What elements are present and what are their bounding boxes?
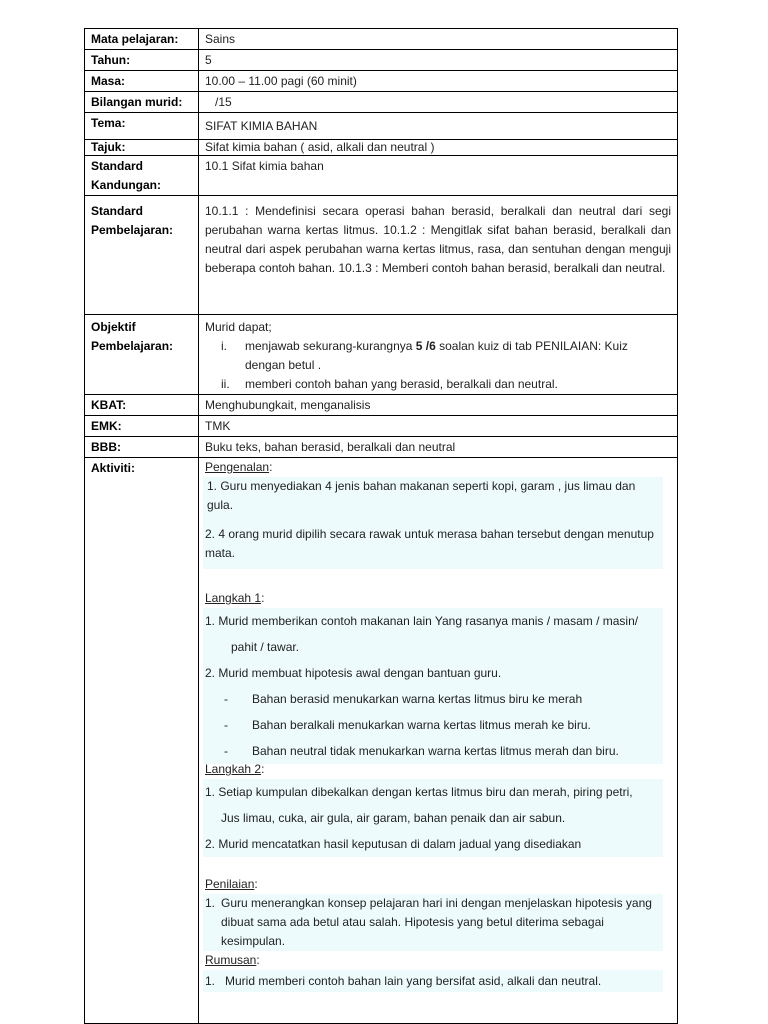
langkah2-block <box>203 779 663 857</box>
value-tahun: 5 <box>199 50 678 71</box>
label-standard-kandungan: Standard Kandungan: <box>85 156 199 196</box>
row-objektif <box>85 315 678 395</box>
langkah1-heading: Langkah 1: <box>205 591 265 605</box>
label-emk: EMK: <box>85 416 199 437</box>
objektif-item <box>205 375 671 394</box>
penilaian-text: Guru menerangkan konsep pelajaran hari ini dengan menjelaskan hipotesis yang dibuat sama ada betul atau salah. Hipotesis yang betul diterima sebagai kesimpulan. <box>221 896 652 948</box>
hipotesis-item: - Bahan berasid menukarkan warna kertas litmus biru ke merah <box>224 692 583 706</box>
langkah2-title: Langkah 2 <box>205 762 262 776</box>
langkah2-heading: Langkah 2: <box>205 762 265 776</box>
pengenalan-block <box>203 477 663 569</box>
value-tajuk: Sifat kimia bahan ( asid, alkali dan neutral ) <box>199 140 678 156</box>
hipotesis-item: - Bahan neutral tidak menukarkan warna kertas litmus merah dan biru. <box>224 744 619 758</box>
penilaian-title: Penilaian <box>205 877 255 891</box>
objektif-intro: Murid dapat; <box>205 320 272 334</box>
label-kbat: KBAT: <box>85 395 199 416</box>
pengenalan-heading: Pengenalan: <box>205 460 273 474</box>
row-tema <box>85 113 678 140</box>
hipotesis-item: - Bahan beralkali menukarkan warna kertas litmus merah ke biru. <box>224 718 591 732</box>
lesson-plan-table <box>84 28 678 1024</box>
rumusan-title: Rumusan <box>205 953 257 967</box>
langkah1-item-cont: pahit / tawar. <box>231 640 300 654</box>
rumusan-number: 1. <box>205 974 216 988</box>
value-standard-kandungan: 10.1 Sifat kimia bahan <box>199 156 678 196</box>
objektif-item-text-post: soalan kuiz di tab PENILAIAN: Kuiz dengan betul . <box>245 339 628 372</box>
objektif-list <box>205 337 671 394</box>
langkah1-block <box>203 608 663 764</box>
objektif-item-number: i. <box>221 339 227 353</box>
label-bilangan-murid: Bilangan murid: <box>85 92 199 113</box>
langkah2-item: 2. Murid mencatatkan hasil keputusan di dalam jadual yang disediakan <box>205 837 582 851</box>
row-mata-pelajaran <box>85 29 678 50</box>
row-aktiviti <box>85 458 678 1024</box>
value-standard-pembelajaran: 10.1.1 : Mendefinisi secara operasi bahan berasid, beralkali dan neutral dari segi perubahan warna kertas litmus. 10.1.2 : Mengitlak sifat bahan berasid, beralkali dan neutral dari aspek perubahan warna kertas litmus, rasa, dan sentuhan dengan menguji beberapa contoh bahan. 10.1.3 : Memberi contoh bahan berasid, beralkali dan neutral. <box>199 196 678 315</box>
label-bbb: BBB: <box>85 437 199 458</box>
label-tahun: Tahun: <box>85 50 199 71</box>
objektif-item-text: memberi contoh bahan yang berasid, beralkali dan neutral. <box>245 377 558 391</box>
value-masa: 10.00 – 11.00 pagi (60 minit) <box>199 71 678 92</box>
pengenalan-item: 2. 4 orang murid dipilih secara rawak untuk merasa bahan tersebut dengan menutup mata. <box>205 527 654 560</box>
objektif-item <box>205 337 671 375</box>
row-kbat <box>85 395 678 416</box>
penilaian-number: 1. <box>205 896 216 910</box>
label-tema: Tema: <box>85 113 199 140</box>
value-objektif <box>199 315 678 395</box>
penilaian-block <box>203 894 663 951</box>
penilaian-heading: Penilaian: <box>205 877 258 891</box>
value-mata-pelajaran: Sains <box>199 29 678 50</box>
row-standard-kandungan <box>85 156 678 196</box>
value-aktiviti <box>199 458 678 1024</box>
objektif-item-bold: 5 /6 <box>415 339 436 353</box>
langkah2-item: 1. Setiap kumpulan dibekalkan dengan kertas litmus biru dan merah, piring petri, <box>205 785 633 799</box>
rumusan-text: Murid memberi contoh bahan lain yang bersifat asid, alkali dan neutral. <box>225 974 602 988</box>
value-tema: SIFAT KIMIA BAHAN <box>199 113 678 140</box>
objektif-item-number: ii. <box>221 377 230 391</box>
row-tajuk <box>85 140 678 156</box>
label-aktiviti: Aktiviti: <box>85 458 199 1024</box>
langkah1-item: 1. Murid memberikan contoh makanan lain Yang rasanya manis / masam / masin/ <box>205 614 639 628</box>
value-bilangan-murid: /15 <box>199 92 678 113</box>
langkah1-item: 2. Murid membuat hipotesis awal dengan bantuan guru. <box>205 666 502 680</box>
value-kbat: Menghubungkait, menganalisis <box>199 395 678 416</box>
row-tahun <box>85 50 678 71</box>
pengenalan-title: Pengenalan <box>205 460 270 474</box>
pengenalan-item: 1. Guru menyediakan 4 jenis bahan makanan seperti kopi, garam , jus limau dan gula. <box>207 479 636 512</box>
row-standard-pembelajaran <box>85 196 678 315</box>
row-bilangan-murid <box>85 92 678 113</box>
label-mata-pelajaran: Mata pelajaran: <box>85 29 199 50</box>
label-standard-pembelajaran: Standard Pembelajaran: <box>85 196 199 315</box>
value-emk: TMK <box>199 416 678 437</box>
label-objektif: Objektif Pembelajaran: <box>85 315 199 395</box>
langkah1-title: Langkah 1 <box>205 591 262 605</box>
objektif-item-text: menjawab sekurang-kurangnya <box>245 339 416 353</box>
label-tajuk: Tajuk: <box>85 140 199 156</box>
row-masa <box>85 71 678 92</box>
row-emk <box>85 416 678 437</box>
value-bbb: Buku teks, bahan berasid, beralkali dan neutral <box>199 437 678 458</box>
langkah2-item-cont: Jus limau, cuka, air gula, air garam, bahan penaik dan air sabun. <box>221 811 566 825</box>
row-bbb <box>85 437 678 458</box>
label-masa: Masa: <box>85 71 199 92</box>
rumusan-heading: Rumusan: <box>205 953 260 967</box>
rumusan-block <box>203 970 663 992</box>
